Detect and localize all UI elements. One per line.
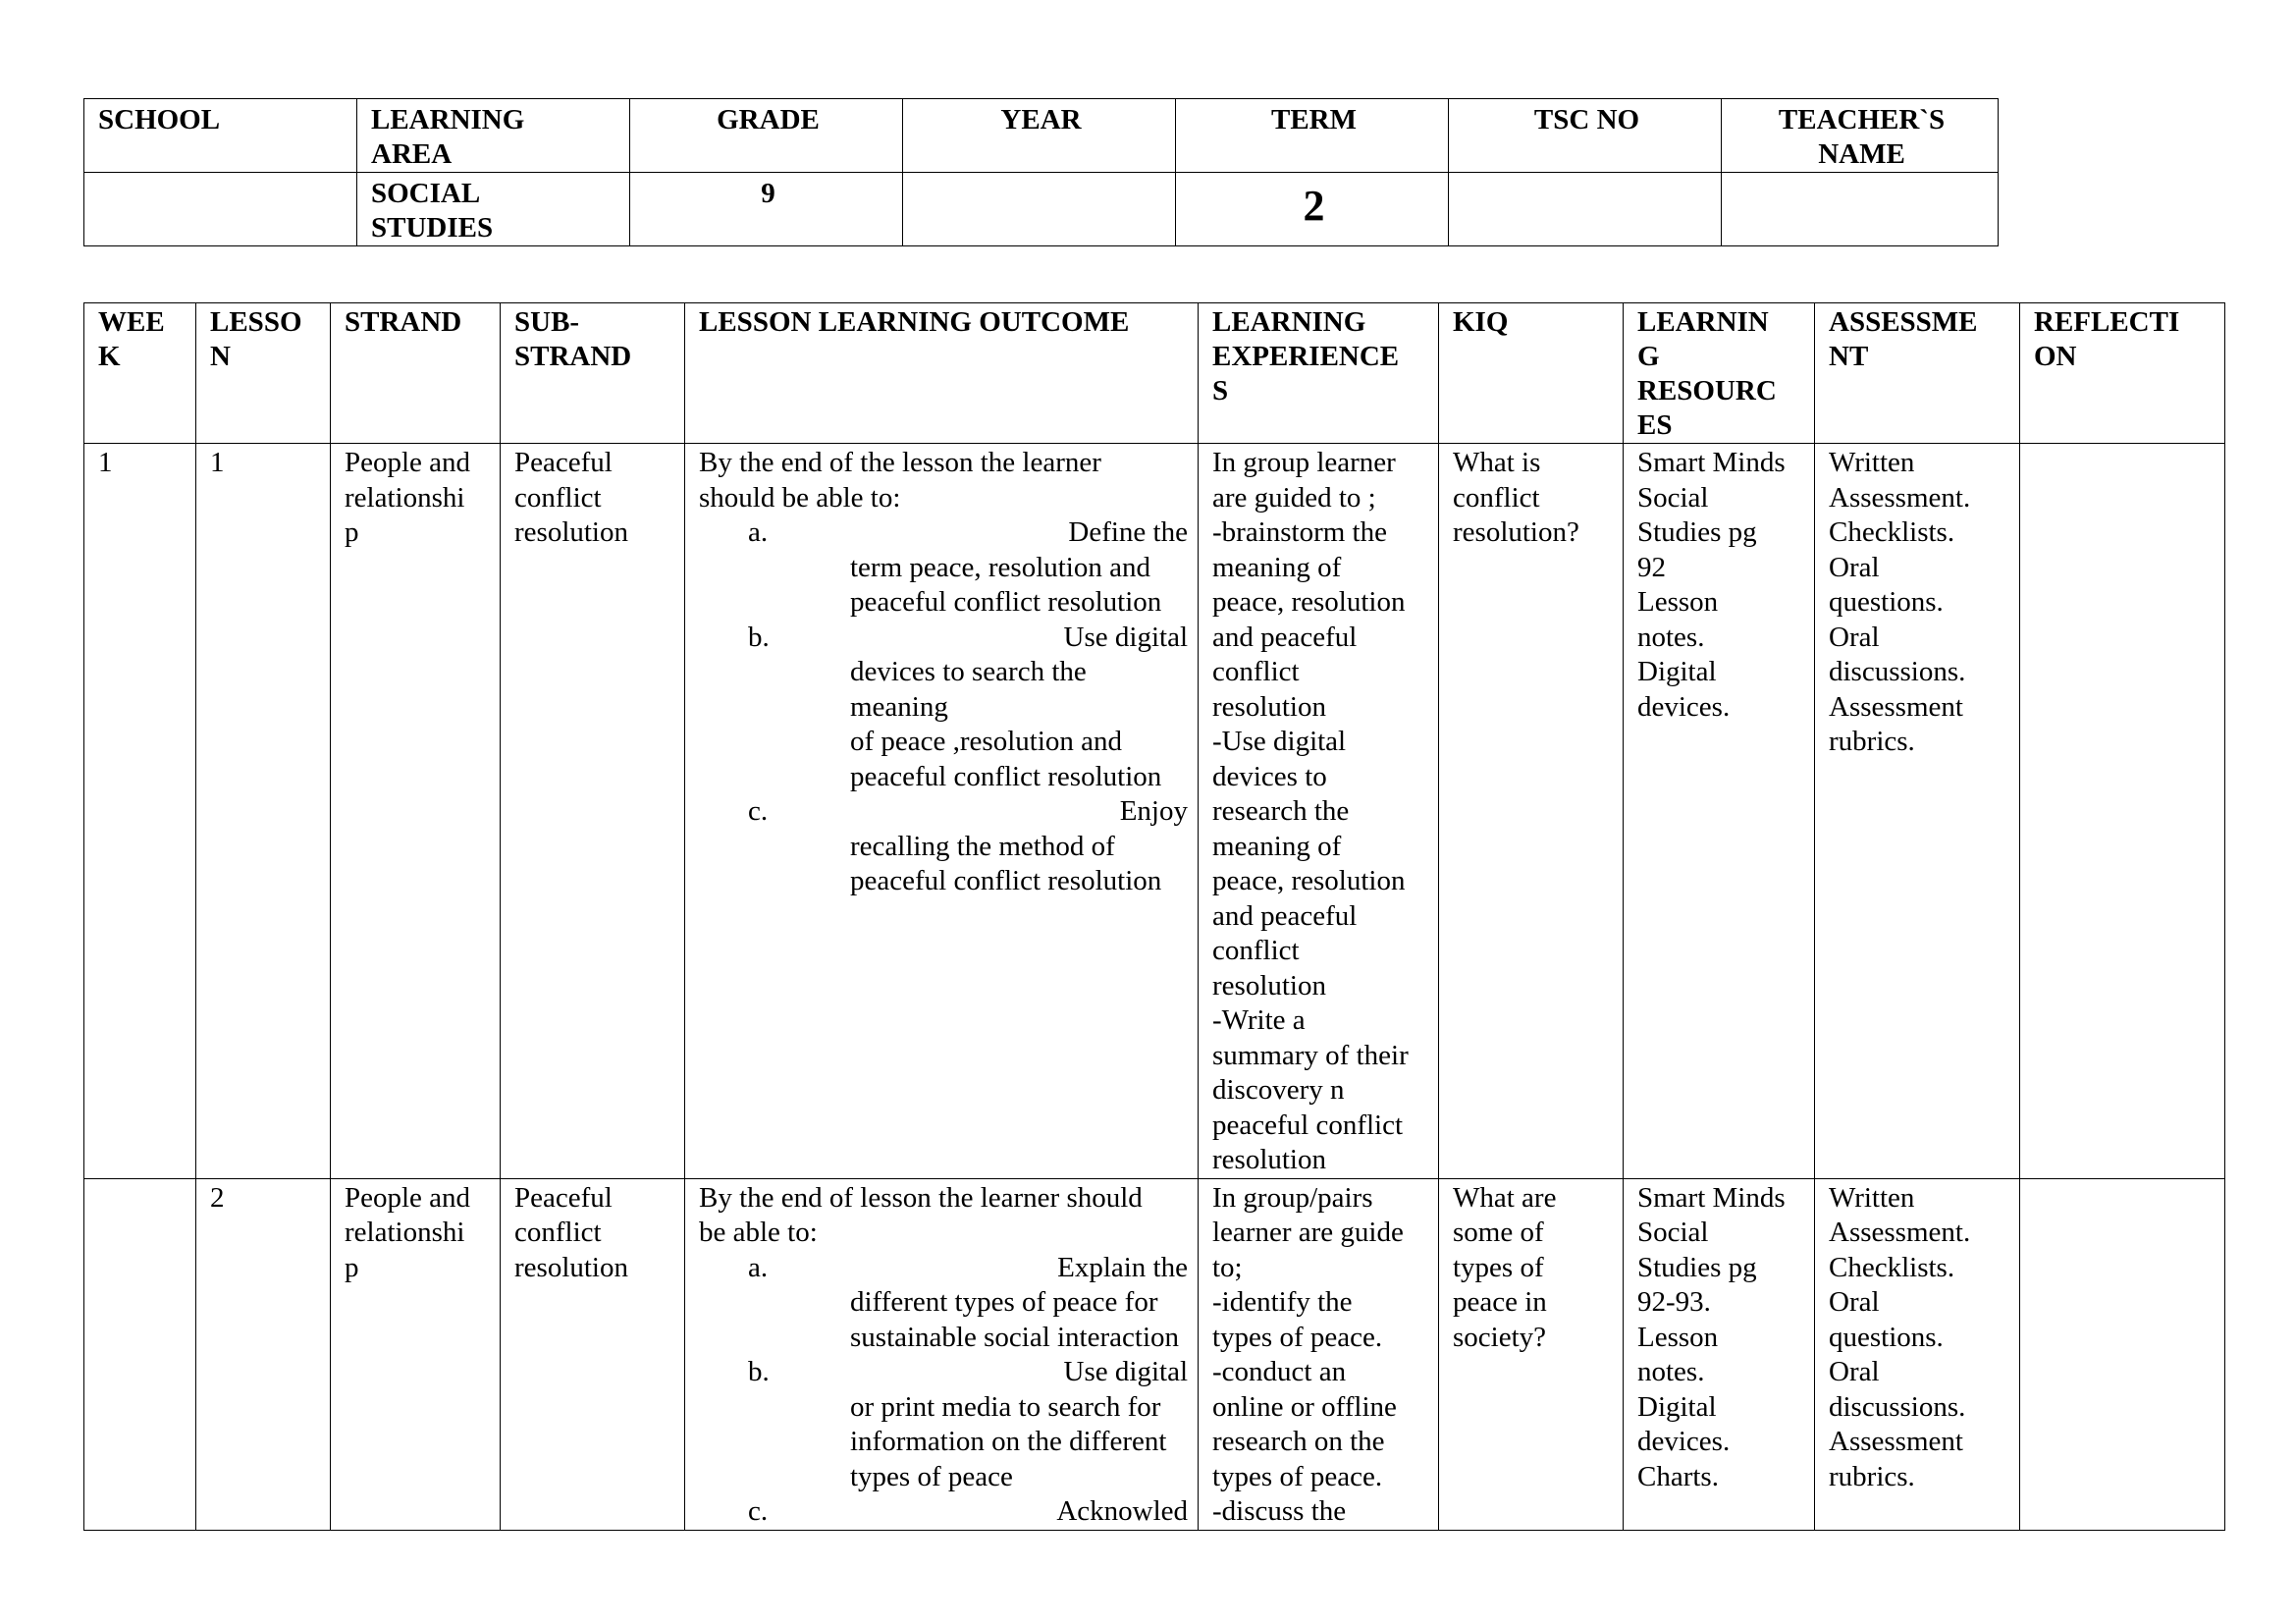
outcome-body	[797, 1494, 1188, 1530]
info-header-label: LEARNING AREA	[371, 104, 525, 170]
outcome-item	[699, 1494, 1188, 1530]
experiences-text: In group/pairs learner are guide to; -identify the types of peace. -conduct an online or offline research on the types of peace. -discuss the	[1212, 1181, 1404, 1527]
reflection-cell	[2020, 1178, 2225, 1530]
strand-cell	[331, 444, 501, 1179]
lesson-text: 1	[210, 447, 225, 478]
outcome-list	[699, 1251, 1188, 1530]
outcome-letter: c.	[748, 1495, 769, 1527]
info-header-grade	[630, 99, 903, 173]
outcome-rest: recalling the method of peaceful conflict resolution	[850, 830, 1162, 896]
scheme-table	[83, 302, 2225, 1531]
week-cell	[84, 444, 196, 1179]
info-table	[83, 98, 1999, 246]
info-value-tsc-no	[1449, 173, 1722, 246]
outcome-lead: Define the	[1068, 516, 1188, 548]
experiences-text: In group learner are guided to ; -brainstorm the meaning of peace, resolution and peaceful conflict resolution -Use digital devices to research the meaning of peace, resolution and peaceful conflict resolution -Write a summary of their discovery n peaceful conflict resolution	[1212, 447, 1409, 1175]
assessment-cell	[1815, 444, 2020, 1179]
table-row	[84, 444, 2225, 1179]
info-value-text: 2	[1303, 182, 1325, 230]
assessment-text: Written Assessment. Checklists. Oral questions. Oral discussions. Assessment rubrics.	[1829, 447, 1971, 757]
outcome-item	[699, 515, 1188, 621]
outcome-item	[699, 794, 1188, 899]
resources-cell	[1624, 1178, 1815, 1530]
header-outcome	[685, 303, 1199, 444]
info-header-label: YEAR	[1000, 104, 1082, 135]
header-label: KIQ	[1453, 306, 1509, 338]
sub-strand-text: Peaceful conflict resolution	[514, 1181, 628, 1283]
outcome-item	[699, 1355, 1188, 1494]
header-label: STRAND	[345, 306, 462, 338]
strand-cell	[331, 1178, 501, 1530]
outcome-item	[699, 621, 1188, 795]
outcome-rest: or print media to search for information on the different types of peace	[850, 1390, 1167, 1492]
info-value-row	[84, 173, 1999, 246]
outcome-lead: Enjoy	[1119, 795, 1188, 827]
outcome-body	[797, 621, 1188, 795]
info-value-learning-area	[357, 173, 630, 246]
outcome-rest: different types of peace for sustainable social interaction	[850, 1286, 1180, 1353]
outcome-letter: c.	[748, 795, 769, 827]
experiences-cell	[1199, 1178, 1439, 1530]
outcome-rest: devices to search the meaning of peace ,resolution and peaceful conflict resolution	[850, 656, 1162, 792]
sub-strand-cell	[501, 1178, 685, 1530]
assessment-cell	[1815, 1178, 2020, 1530]
info-header-label: GRADE	[717, 104, 820, 135]
lesson-cell	[196, 1178, 331, 1530]
info-header-learning-area	[357, 99, 630, 173]
outcome-lead: Use digital	[1063, 621, 1188, 653]
outcome-cell	[685, 1178, 1199, 1530]
outcome-cell	[685, 444, 1199, 1179]
header-label: LESSON LEARNING OUTCOME	[699, 306, 1130, 338]
info-header-row	[84, 99, 1999, 173]
kiq-text: What are some of types of peace in society?	[1453, 1181, 1557, 1353]
info-value-term	[1176, 173, 1449, 246]
header-label: SUB- STRAND	[514, 306, 632, 372]
header-resources	[1624, 303, 1815, 444]
info-header-term	[1176, 99, 1449, 173]
kiq-cell	[1439, 1178, 1624, 1530]
info-header-label: TEACHER`S NAME	[1778, 104, 1946, 170]
table-row	[84, 1178, 2225, 1530]
outcome-letter: a.	[748, 516, 769, 548]
header-label: WEE K	[98, 306, 165, 372]
strand-text: People and relationshi p	[345, 447, 471, 548]
scheme-header-row	[84, 303, 2225, 444]
info-header-tsc-no	[1449, 99, 1722, 173]
info-value-text: 9	[761, 178, 775, 209]
info-value-teacher-name	[1722, 173, 1999, 246]
header-sub-strand	[501, 303, 685, 444]
header-label: LESSO N	[210, 306, 302, 372]
resources-text: Smart Minds Social Studies pg 92 Lesson notes. Digital devices.	[1637, 447, 1786, 723]
header-week	[84, 303, 196, 444]
resources-text: Smart Minds Social Studies pg 92-93. Lesson notes. Digital devices. Charts.	[1637, 1181, 1786, 1492]
header-label: REFLECTI ON	[2034, 306, 2180, 372]
header-kiq	[1439, 303, 1624, 444]
outcome-body	[797, 1251, 1188, 1356]
outcome-letter: b.	[748, 1356, 770, 1387]
header-reflection	[2020, 303, 2225, 444]
header-experiences	[1199, 303, 1439, 444]
info-header-year	[903, 99, 1176, 173]
week-text: 1	[98, 447, 113, 478]
outcome-letter: b.	[748, 621, 770, 653]
header-lesson	[196, 303, 331, 444]
info-header-teacher-name	[1722, 99, 1999, 173]
outcome-lead: Acknowled	[1056, 1495, 1188, 1527]
info-value-text: SOCIAL STUDIES	[371, 178, 494, 244]
header-label: ASSESSME NT	[1829, 306, 1978, 372]
outcome-intro: By the end of lesson the learner should be able to:	[699, 1181, 1143, 1248]
resources-cell	[1624, 444, 1815, 1179]
lesson-cell	[196, 444, 331, 1179]
header-label: LEARNIN G RESOURC ES	[1637, 306, 1777, 441]
kiq-text: What is conflict resolution?	[1453, 447, 1579, 548]
outcome-body	[797, 794, 1188, 899]
outcome-letter: a.	[748, 1251, 769, 1283]
week-cell	[84, 1178, 196, 1530]
lesson-text: 2	[210, 1181, 225, 1214]
assessment-text: Written Assessment. Checklists. Oral questions. Oral discussions. Assessment rubrics.	[1829, 1181, 1971, 1492]
strand-text: People and relationshi p	[345, 1181, 471, 1283]
outcome-body	[797, 515, 1188, 621]
info-value-school	[84, 173, 357, 246]
info-header-label: TERM	[1271, 104, 1357, 135]
experiences-cell	[1199, 444, 1439, 1179]
outcome-lead: Use digital	[1063, 1356, 1188, 1387]
sub-strand-cell	[501, 444, 685, 1179]
outcome-body	[797, 1355, 1188, 1494]
info-value-year	[903, 173, 1176, 246]
header-assessment	[1815, 303, 2020, 444]
header-label: LEARNING EXPERIENCE S	[1212, 306, 1400, 406]
info-header-label: SCHOOL	[98, 104, 221, 135]
info-header-label: TSC NO	[1533, 104, 1640, 135]
sub-strand-text: Peaceful conflict resolution	[514, 447, 628, 548]
outcome-list	[699, 515, 1188, 899]
outcome-item	[699, 1251, 1188, 1356]
info-value-grade	[630, 173, 903, 246]
header-strand	[331, 303, 501, 444]
kiq-cell	[1439, 444, 1624, 1179]
outcome-intro: By the end of the lesson the learner should be able to:	[699, 447, 1101, 514]
reflection-cell	[2020, 444, 2225, 1179]
outcome-lead: Explain the	[1057, 1251, 1188, 1283]
outcome-rest: term peace, resolution and peaceful conflict resolution	[850, 551, 1162, 618]
info-header-school	[84, 99, 357, 173]
